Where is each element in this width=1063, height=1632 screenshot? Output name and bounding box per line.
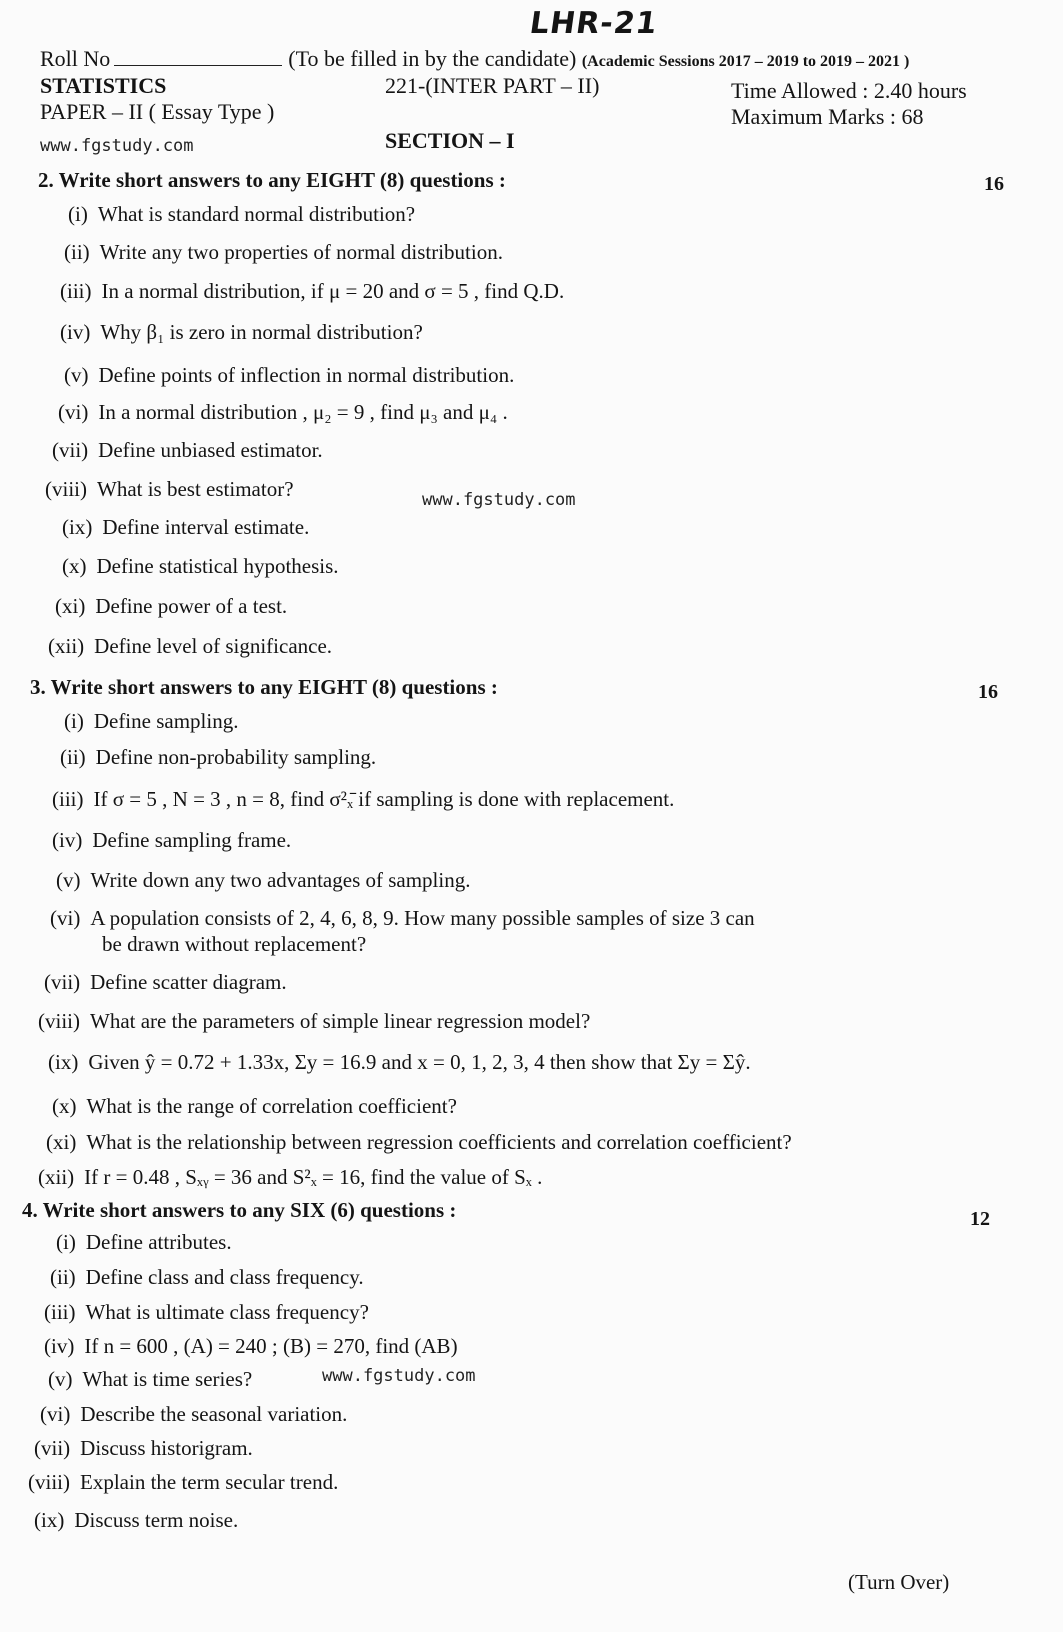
subject-title: STATISTICS [40, 73, 167, 98]
maximum-marks: Maximum Marks : 68 [731, 104, 924, 129]
q2-item: (vii) Define unbiased estimator. [52, 438, 323, 462]
q2-item: (vi) In a normal distribution , μ₂ = 9 , find μ₃ and μ₄ . [58, 400, 508, 424]
watermark-website: www.fgstudy.com [422, 490, 576, 510]
website-header: www.fgstudy.com [40, 136, 194, 156]
roll-no-blank [114, 47, 282, 66]
paper-code-handwritten: LHR-21 [527, 6, 660, 41]
q3-item: (iii) If σ = 5 , N = 3 , n = 8, find σ²ₓ̄ if sampling is done with replacement. [52, 787, 675, 811]
q4-item: (viii) Explain the term secular trend. [28, 1470, 339, 1494]
q3-item: (xii) If r = 0.48 , Sₓᵧ = 36 and S²ₓ = 16, find the value of Sₓ . [38, 1165, 543, 1189]
turn-over-note: (Turn Over) [848, 1570, 950, 1594]
q3-title: 3. Write short answers to any EIGHT (8) questions : [30, 675, 498, 699]
q4-item: (vi) Describe the seasonal variation. [40, 1402, 348, 1426]
q2-item: (viii) What is best estimator? [45, 477, 294, 501]
q3-item: (i) Define sampling. [64, 709, 239, 733]
academic-sessions: (Academic Sessions 2017 – 2019 to 2019 – 2021 ) [581, 53, 910, 70]
q3-item: (xi) What is the relationship between regression coefficients and correlation coefficient? [46, 1130, 792, 1154]
watermark-website: www.fgstudy.com [322, 1366, 476, 1386]
q3-item: (ii) Define non-probability sampling. [60, 745, 377, 769]
q3-item: (vii) Define scatter diagram. [44, 970, 287, 994]
q2-item: (iv) Why β₁ is zero in normal distribution? [60, 320, 423, 344]
q2-item: (v) Define points of inflection in normal distribution. [64, 363, 515, 387]
q4-title: 4. Write short answers to any SIX (6) questions : [22, 1198, 457, 1222]
fill-note: (To be filled in by the candidate) [288, 46, 577, 71]
q3-item: (v) Write down any two advantages of sampling. [56, 868, 471, 892]
q3-item: (iv) Define sampling frame. [52, 828, 292, 852]
paper-type: PAPER – II ( Essay Type ) [40, 99, 275, 124]
q3-item: (ix) Given ŷ = 0.72 + 1.33x, Σy = 16.9 and x = 0, 1, 2, 3, 4 then show that Σy = Σŷ. [48, 1050, 751, 1074]
q4-item: (ix) Discuss term noise. [34, 1508, 239, 1532]
q3-marks: 16 [978, 681, 998, 703]
roll-no-line [40, 46, 909, 72]
q2-item: (ii) Write any two properties of normal distribution. [64, 240, 503, 264]
q4-item: (iii) What is ultimate class frequency? [44, 1300, 369, 1324]
paper-code: 221-(INTER PART – II) [385, 73, 600, 98]
q3-item: (viii) What are the parameters of simple linear regression model? [38, 1009, 591, 1033]
roll-no-label: Roll No [40, 46, 111, 71]
q4-item: (iv) If n = 600 , (A) = 240 ; (B) = 270, find (AB) [44, 1334, 458, 1358]
q2-item: (xii) Define level of significance. [48, 634, 333, 658]
q2-item: (xi) Define power of a test. [55, 594, 288, 618]
q4-item: (i) Define attributes. [56, 1230, 232, 1254]
time-allowed: Time Allowed : 2.40 hours [731, 78, 967, 103]
q4-marks: 12 [970, 1208, 990, 1230]
q2-item: (i) What is standard normal distribution? [68, 202, 416, 226]
q2-item: (ix) Define interval estimate. [62, 515, 310, 539]
q3-item: (vi) A population consists of 2, 4, 6, 8, 9. How many possible samples of size 3 can [50, 906, 755, 930]
q4-item: (v) What is time series? [48, 1367, 253, 1391]
q2-item: (x) Define statistical hypothesis. [62, 554, 339, 578]
q2-title: 2. Write short answers to any EIGHT (8) questions : [38, 168, 506, 192]
q4-item: (vii) Discuss historigram. [34, 1436, 253, 1460]
section-title: SECTION – I [385, 128, 515, 153]
q3-item: (x) What is the range of correlation coefficient? [52, 1094, 457, 1118]
q3-item-continued: be drawn without replacement? [102, 932, 367, 956]
q2-item: (iii) In a normal distribution, if μ = 20 and σ = 5 , find Q.D. [60, 279, 565, 303]
q2-marks: 16 [984, 173, 1004, 195]
q4-item: (ii) Define class and class frequency. [50, 1265, 364, 1289]
